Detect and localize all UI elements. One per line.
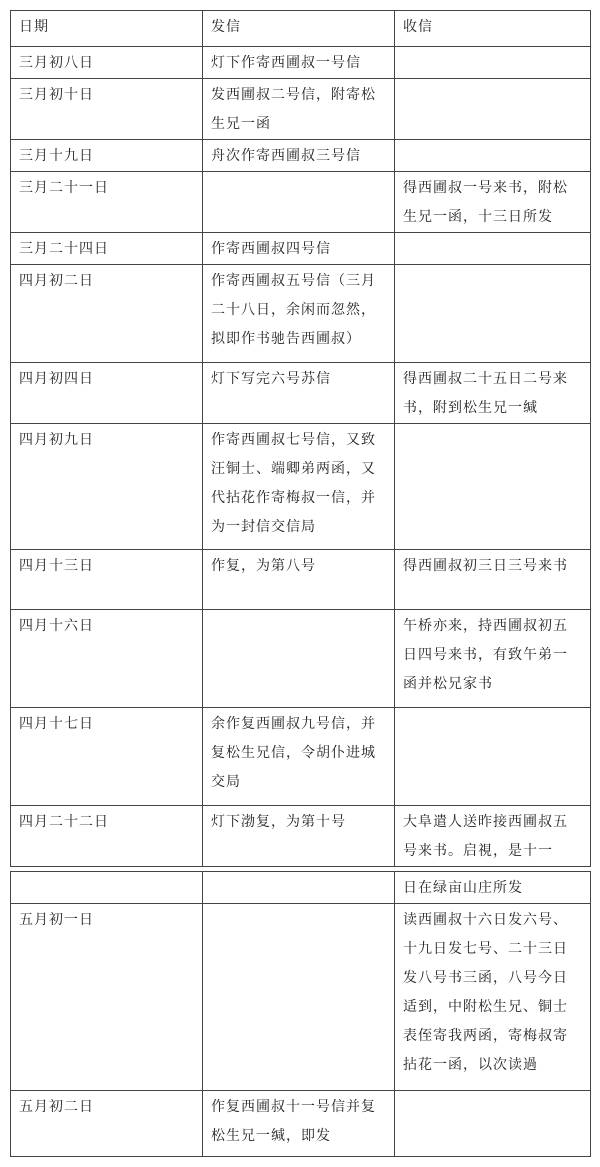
date-cell: 三月初十日	[11, 79, 203, 140]
date-cell: 四月十七日	[11, 708, 203, 806]
sent-cell	[203, 172, 395, 233]
received-cell	[395, 1091, 591, 1157]
date-cell: 三月初八日	[11, 47, 203, 79]
table-row	[11, 233, 591, 265]
received-cell: 得西圃叔二十五日二号来书，附到松生兄一缄	[395, 363, 591, 424]
sent-cell: 作寄西圃叔四号信	[203, 233, 395, 265]
table-row	[11, 79, 591, 140]
table-row	[11, 708, 591, 806]
letter-table-part-1	[10, 10, 591, 867]
table-row	[11, 610, 591, 708]
date-cell	[11, 872, 203, 904]
sent-cell: 作寄西圃叔七号信，又致汪铜士、端卿弟两函，又代拈花作寄梅叔一信，并为一封信交信局	[203, 424, 395, 550]
received-cell: 得西圃叔一号来书，附松生兄一函，十三日所发	[395, 172, 591, 233]
header-row	[11, 11, 591, 47]
table-row	[11, 363, 591, 424]
sent-cell: 舟次作寄西圃叔三号信	[203, 140, 395, 172]
table-row	[11, 424, 591, 550]
received-header: 收信	[395, 11, 591, 47]
table-row	[11, 1091, 591, 1157]
table-row	[11, 47, 591, 79]
date-cell: 四月初四日	[11, 363, 203, 424]
received-cell	[395, 140, 591, 172]
sent-cell: 发西圃叔二号信，附寄松生兄一函	[203, 79, 395, 140]
date-cell: 四月初二日	[11, 265, 203, 363]
date-cell: 三月十九日	[11, 140, 203, 172]
date-cell: 三月二十一日	[11, 172, 203, 233]
table-row	[11, 806, 591, 867]
letter-table-part-2	[10, 871, 591, 1157]
table-row	[11, 172, 591, 233]
date-cell: 三月二十四日	[11, 233, 203, 265]
received-cell	[395, 233, 591, 265]
sent-cell	[203, 904, 395, 1091]
received-cell: 日在绿亩山庄所发	[395, 872, 591, 904]
table-row	[11, 904, 591, 1091]
received-cell: 大阜遣人送昨接西圃叔五号来书。启視，是十一	[395, 806, 591, 867]
received-cell: 读西圃叔十六日发六号、十九日发七号、二十三日发八号书三函，八号今日适到，中附松生兄、铜士表侄寄我两函，寄梅叔寄拈花一函，以次读過	[395, 904, 591, 1091]
received-cell	[395, 79, 591, 140]
sent-cell	[203, 610, 395, 708]
date-cell: 四月初九日	[11, 424, 203, 550]
date-cell: 五月初二日	[11, 1091, 203, 1157]
received-cell	[395, 47, 591, 79]
date-cell: 五月初一日	[11, 904, 203, 1091]
date-header: 日期	[11, 11, 203, 47]
date-cell: 四月十六日	[11, 610, 203, 708]
sent-cell: 灯下渤复，为第十号	[203, 806, 395, 867]
received-cell	[395, 424, 591, 550]
sent-cell: 灯下写完六号苏信	[203, 363, 395, 424]
table-row	[11, 140, 591, 172]
received-cell	[395, 265, 591, 363]
sent-header: 发信	[203, 11, 395, 47]
sent-cell: 作复西圃叔十一号信并复松生兄一缄，即发	[203, 1091, 395, 1157]
sent-cell: 余作复西圃叔九号信，并复松生兄信，令胡仆进城交局	[203, 708, 395, 806]
sent-cell	[203, 872, 395, 904]
sent-cell: 灯下作寄西圃叔一号信	[203, 47, 395, 79]
table-row	[11, 265, 591, 363]
received-cell: 午桥亦来，持西圃叔初五日四号来书，有致午弟一函并松兄家书	[395, 610, 591, 708]
date-cell: 四月二十二日	[11, 806, 203, 867]
sent-cell: 作复，为第八号	[203, 550, 395, 610]
sent-cell: 作寄西圃叔五号信（三月二十八日，余闲而忽然，拟即作书驰告西圃叔）	[203, 265, 395, 363]
date-cell: 四月十三日	[11, 550, 203, 610]
table-row	[11, 550, 591, 610]
received-cell	[395, 708, 591, 806]
table-row	[11, 872, 591, 904]
received-cell: 得西圃叔初三日三号来书	[395, 550, 591, 610]
